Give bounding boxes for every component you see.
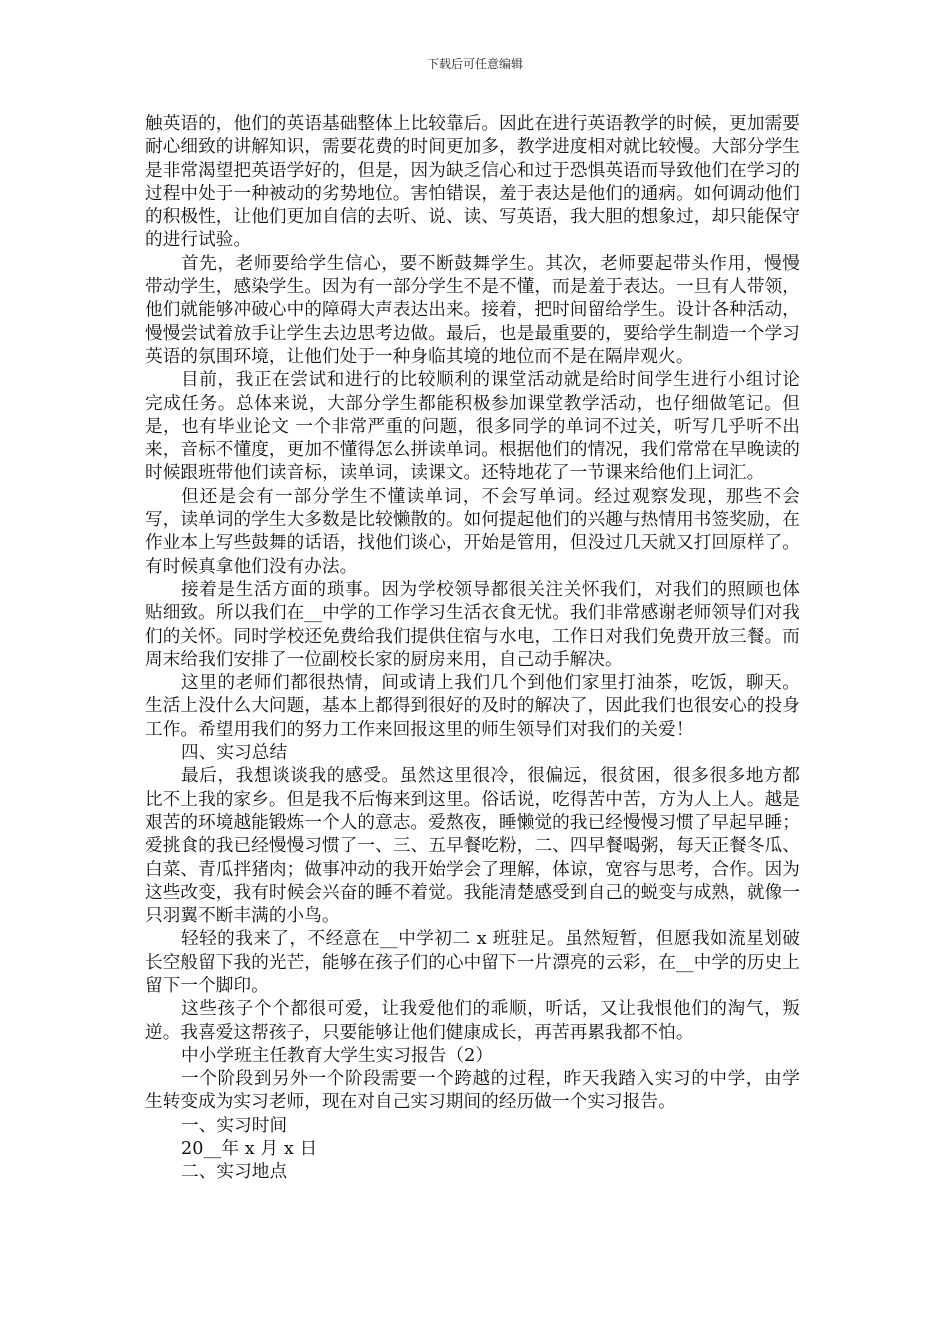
paragraph: 一、实习时间 <box>181 1115 288 1136</box>
paragraph: 轻轻的我来了，不经意在__中学初二 x 班驻足。虽然短暂，但愿我如流星划破长空般留下我的光芒，能够在孩子们的心中留下一片漂亮的云彩，在__中学的历史上留下一个脚印。 <box>145 929 800 996</box>
paragraph: 一个阶段到另外一个阶段需要一个跨越的过程，昨天我踏入实习的中学，由学生转变成为实习老师，现在对自己实习期间的经历做一个实习报告。 <box>145 1069 800 1113</box>
paragraph: 接着是生活方面的琐事。因为学校领导都很关注关怀我们，对我们的照顾也体贴细致。所以我们在__中学的工作学习生活衣食无忧。我们非常感谢老师领导们对我们的关怀。同时学校还免费给我们提供住宿与水电，工作日对我们免费开放三餐。而周末给我们安排了一位副校长家的厨房来用，自己动手解决。 <box>145 579 800 670</box>
document-body <box>145 113 800 1185</box>
paragraph: 目前，我正在尝试和进行的比较顺利的课堂活动就是给时间学生进行小组讨论完成任务。总体来说，大部分学生都能积极参加课堂教学活动，也仔细做笔记。但是，也有毕业论文 一个非常严重的问题，很多同学的单词不过关，听写几乎听不出来，音标不懂度，更加不懂得怎么拼读单词。根据他们的情况，我们常常在早晚读的时候跟班带他们读音标，读单词，读课文。还特地花了一节课来给他们上词汇。 <box>145 370 800 484</box>
paragraph: 最后，我想谈谈我的感受。虽然这里很冷，很偏远，很贫困，很多很多地方都比不上我的家乡。但是我不后悔来到这里。俗话说，吃得苦中苦，方为人上人。越是艰苦的环境越能锻炼一个人的意志。爱熬夜，睡懒觉的我已经慢慢习惯了早起早睡；爱挑食的我已经慢慢习惯了一、三、五早餐吃粉，二、四早餐喝粥，每天正餐冬瓜、白菜、青瓜拌猪肉；做事冲动的我开始学会了理解，体谅，宽容与思考，合作。因为这些改变，我有时候会兴奋的睡不着觉。我能清楚感受到自己的蜕变与成熟，就像一只羽翼不断丰满的小鸟。 <box>145 766 800 927</box>
paragraph: 这里的老师们都很热情，间或请上我们几个到他们家里打油茶，吃饭，聊天。生活上没什么大问题，基本上都得到很好的及时的解决了，因此我们也很安心的投身工作。希望用我们的努力工作来回报这里的师生领导们对我们的关爱！ <box>145 673 800 740</box>
paragraph: 触英语的，他们的英语基础整体上比较靠后。因此在进行英语教学的时候，更加需要耐心细致的讲解知识，需要花费的时间更加多，教学进度相对就比较慢。大部分学生是非常渴望把英语学好的，但是，因为缺乏信心和过于恐惧英语而导致他们在学习的过程中处于一种被动的劣势地位。害怕错误，羞于表达是他们的通病。如何调动他们的积极性，让他们更加自信的去听、说、读、写英语，我大胆的想象过，却只能保守的进行试验。 <box>145 114 800 251</box>
paragraph: 首先，老师要给学生信心，要不断鼓舞学生。其次，老师要起带头作用，慢慢带动学生，感染学生。因为有一部分学生不是不懂，而是羞于表达。一旦有人带领，他们就能够冲破心中的障碍大声表达出来。接着，把时间留给学生。设计各种活动，慢慢尝试着放手让学生去边思考边做。最后，也是最重要的，要给学生制造一个学习英语的氛围环境，让他们处于一种身临其境的地位而不是在隔岸观火。 <box>145 253 800 367</box>
paragraph: 但还是会有一部分学生不懂读单词，不会写单词。经过观察发现，那些不会写，读单词的学生大多数是比较懒散的。如何提起他们的兴趣与热情用书签奖励，在作业本上写些鼓舞的话语，找他们谈心，开始是管用，但没过几天就又打回原样了。有时候真拿他们没有办法。 <box>145 486 800 577</box>
paragraph: 这些孩子个个都很可爱，让我爱他们的乖顺，听话，又让我恨他们的淘气，叛逆。我喜爱这帮孩子，只要能够让他们健康成长，再苦再累我都不怕。 <box>145 999 800 1043</box>
page-header: 下载后可任意编辑 <box>426 57 523 71</box>
paragraph: 中小学班主任教育大学生实习报告（2） <box>181 1045 494 1066</box>
paragraph: 二、实习地点 <box>181 1162 288 1183</box>
paragraph: 四、实习总结 <box>181 743 288 764</box>
paragraph: 20__年 x 月 x 日 <box>181 1139 318 1160</box>
